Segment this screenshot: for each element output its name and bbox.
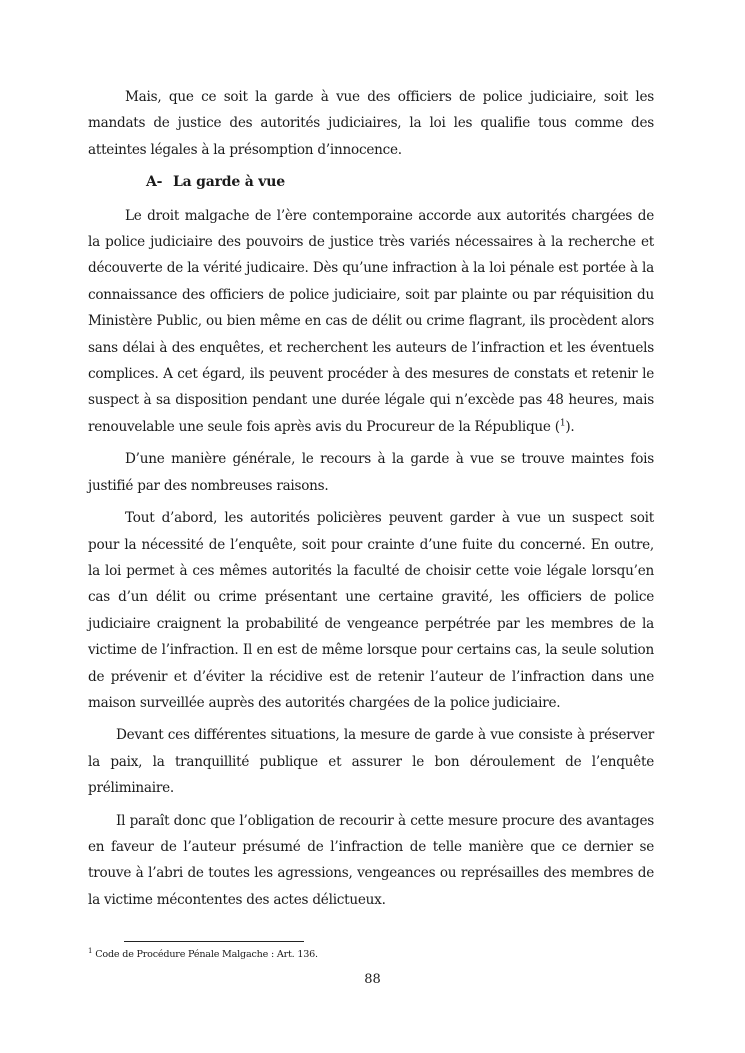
paragraph-maniere-generale: D’une manière générale, le recours à la garde à vue se trouve maintes fois justifié par des nombreuses raisons. [88,451,654,494]
footnote-text: Code de Procédure Pénale Malgache : Art. 136. [95,949,318,960]
footnote-reference[interactable]: 1 [559,418,566,429]
section-heading-number: A- [146,174,163,191]
paragraph-droit-malgache-end: ). [565,418,575,435]
paragraph-conclusion: Il paraît donc que l’obligation de recourir à cette mesure procure des avantages en faveur de l’auteur présumé de l’infraction de telle manière que ce dernier se trouve à l’abri de toutes les agressions, vengeances ou représailles des membres de la victime mécontentes des actes délictueux. [88,812,654,908]
paragraph-droit-malgache-text: Le droit malgache de l’ère contemporaine accorde aux autorités chargées de la police judiciaire des pouvoirs de justice très variés nécessaires à la recherche et découverte de la vérité judicaire. Dès qu’une infraction à la loi pénale est portée à la connaissance des officiers de police judiciaire, soit par plainte ou par réquisition du Ministère Public, ou bien même en cas de délit ou crime flagrant, ils procèdent alors sans délai à des enquêtes, et recherchent les auteurs de l’infraction et les éventuels complices. A cet égard, ils peuvent procéder à des mesures de constats et retenir le suspect à sa disposition pendant une durée légale qui n’excède pas 48 heures, mais renouvelable une seule fois après avis du Procureur de la République ( [88,207,654,435]
paragraph-droit-malgache [88,203,654,441]
section-heading [88,169,654,195]
page-body [88,84,654,913]
paragraph-intro: Mais, que ce soit la garde à vue des officiers de police judiciaire, soit les mandats de justice des autorités judiciaires, la loi les qualifie tous comme des atteintes légales à la présomption d’innocence. [88,89,654,158]
paragraph-situations: Devant ces différentes situations, la mesure de garde à vue consiste à préserver la paix, la tranquillité publique et assurer le bon déroulement de l’enquête préliminaire. [88,727,654,797]
footnote [88,948,318,962]
paragraph-tout-abord: Tout d’abord, les autorités policières peuvent garder à vue un suspect soit pour la nécessité de l’enquête, soit pour crainte d’une fuite du concerné. En outre, la loi permet à ces mêmes autorités la faculté de choisir cette voie légale lorsqu’en cas d’un délit ou crime présentant une certaine gravité, les officiers de police judiciaire craignent la probabilité de vengeance perpétrée par les membres de la victime de l’infraction. Il en est de même lorsque pour certains cas, la seule solution de prévenir et d’éviter la récidive est de retenir l’auteur de l’infraction dans une maison surveillée auprès des autorités chargées de la police judiciaire. [88,510,654,711]
page-number: 88 [364,972,381,987]
footnote-separator [124,941,304,942]
footnote-marker: 1 [88,946,93,955]
section-heading-title: La garde à vue [172,174,285,191]
